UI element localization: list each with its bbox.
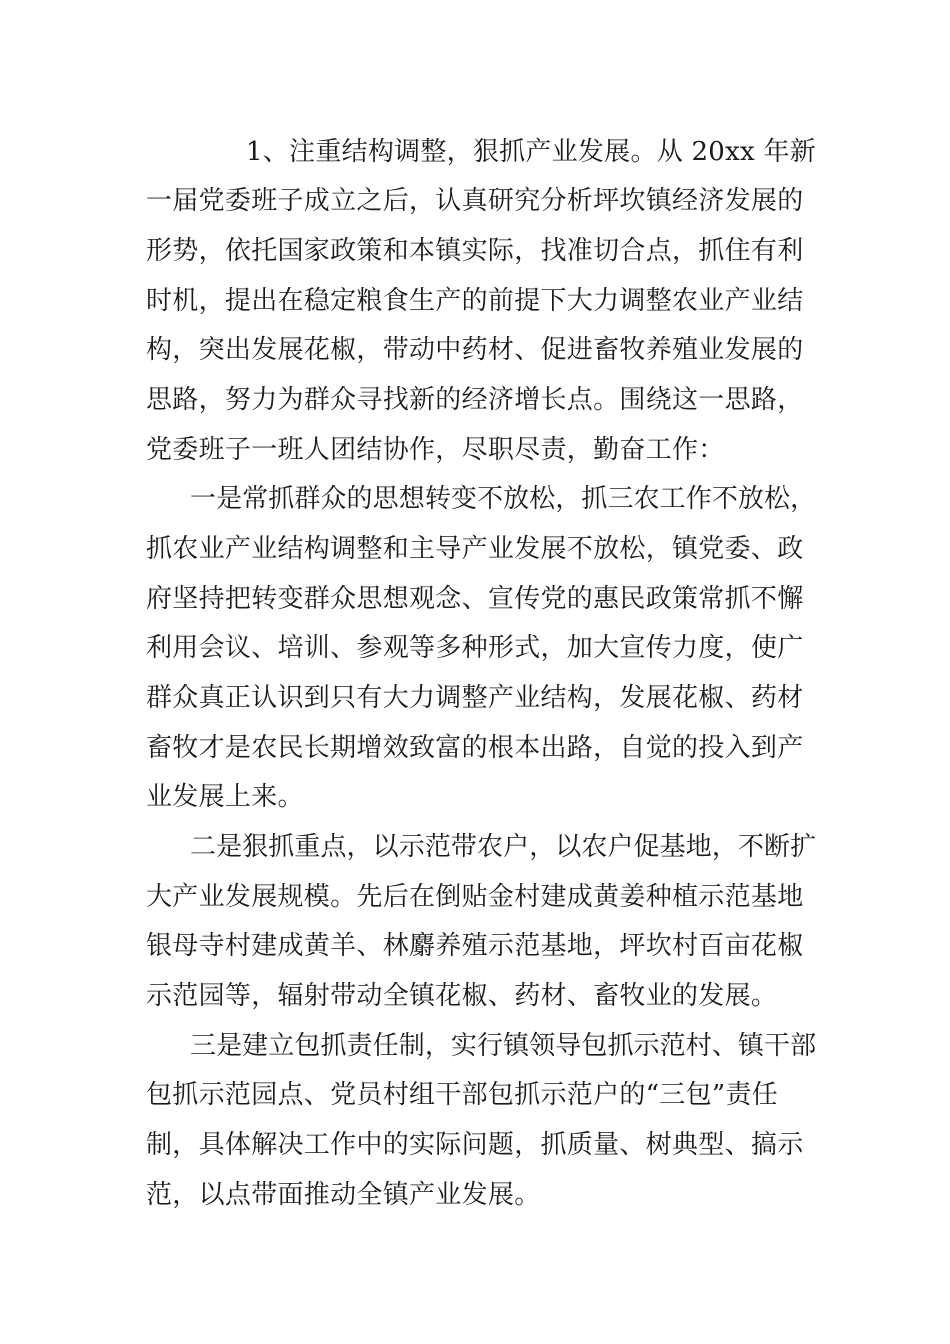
text-line: 三是建立包抓责任制，实行镇领导包抓示范村、镇干部 xyxy=(190,1031,817,1061)
text-line: 1、注重结构调整，狠抓产业发展。从 20xx 年新 xyxy=(246,137,816,167)
text-line: 形势，依托国家政策和本镇实际，找准切合点，抓住有利 xyxy=(146,236,804,266)
text-line: 构，突出发展花椒，带动中药材、促进畜牧养殖业发展的 xyxy=(146,335,804,365)
text-line: 群众真正认识到只有大力调整产业结构，发展花椒、药材 xyxy=(146,683,804,713)
text-line: 抓农业产业结构调整和主导产业发展不放松，镇党委、政 xyxy=(146,534,804,564)
text-line: 时机，提出在稳定粮食生产的前提下大力调整农业产业结 xyxy=(146,286,804,316)
text-line: 府坚持把转变群众思想观念、宣传党的惠民政策常抓不懈 xyxy=(146,584,804,614)
text-line: 制，具体解决工作中的实际问题，抓质量、树典型、搞示 xyxy=(146,1130,804,1160)
text-line: 示范园等，辐射带动全镇花椒、药材、畜牧业的发展。 xyxy=(146,981,778,1011)
text-line: 业发展上来。 xyxy=(146,782,304,812)
text-line: 畜牧才是农民长期增效致富的根本出路，自觉的投入到产 xyxy=(146,733,804,763)
text-line: 思路，努力为群众寻找新的经济增长点。围绕这一思路， xyxy=(146,385,804,415)
text-line: 一届党委班子成立之后，认真研究分析坪坎镇经济发展的 xyxy=(146,186,804,216)
text-line: 大产业发展规模。先后在倒贴金村建成黄姜种植示范基地 xyxy=(146,882,804,912)
text-line: 二是狠抓重点，以示范带农户，以农户促基地，不断扩 xyxy=(190,832,817,862)
text-line: 范，以点带面推动全镇产业发展。 xyxy=(146,1180,541,1210)
text-line: 一是常抓群众的思想转变不放松，抓三农工作不放松， xyxy=(190,484,817,514)
text-line: 包抓示范园点、党员村组干部包抓示范户的“三包”责任 xyxy=(146,1080,779,1110)
text-line: 党委班子一班人团结协作，尽职尽责，勤奋工作： xyxy=(146,435,725,465)
text-line: 银母寺村建成黄羊、林麝养殖示范基地，坪坎村百亩花椒 xyxy=(146,931,804,961)
text-line: 利用会议、培训、参观等多种形式，加大宣传力度，使广 xyxy=(146,633,804,663)
